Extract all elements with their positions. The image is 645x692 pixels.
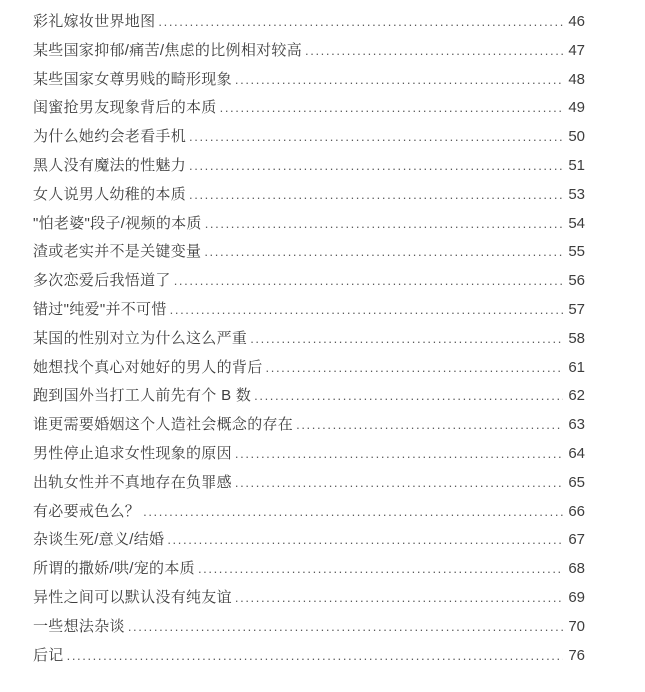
toc-entry-title: 错过"纯爱"并不可惜 bbox=[33, 300, 167, 318]
toc-entry[interactable] bbox=[33, 354, 585, 383]
toc-entry[interactable] bbox=[33, 498, 585, 527]
toc-entry-title: 跑到国外当打工人前先有个 B 数 bbox=[33, 387, 252, 405]
toc-entry[interactable] bbox=[33, 325, 585, 354]
dot-leader bbox=[189, 152, 563, 181]
toc-entry[interactable] bbox=[33, 37, 585, 66]
toc-page-number: 62 bbox=[568, 387, 585, 405]
dot-leader bbox=[67, 642, 563, 671]
toc-entry-title: "怕老婆"段子/视频的本质 bbox=[33, 214, 202, 232]
toc-entry-title: 渣或老实并不是关键变量 bbox=[33, 243, 202, 261]
dot-leader bbox=[143, 498, 563, 527]
toc-page-number: 47 bbox=[568, 41, 585, 59]
toc-entry[interactable] bbox=[33, 469, 585, 498]
dot-leader bbox=[235, 66, 563, 95]
toc-entry[interactable] bbox=[33, 642, 585, 671]
toc-page-number: 58 bbox=[568, 329, 585, 347]
toc-page-number: 65 bbox=[568, 473, 585, 491]
toc-page-number: 57 bbox=[568, 300, 585, 318]
toc-entry-title: 她想找个真心对她好的男人的背后 bbox=[33, 358, 263, 376]
toc-entry[interactable] bbox=[33, 267, 585, 296]
dot-leader bbox=[204, 238, 563, 267]
dot-leader bbox=[235, 440, 563, 469]
toc-page-number: 70 bbox=[568, 617, 585, 635]
toc-entry-title: 黑人没有魔法的性魅力 bbox=[33, 156, 187, 174]
dot-leader bbox=[250, 325, 563, 354]
toc-entry[interactable] bbox=[33, 123, 585, 152]
toc-entry-title: 后记 bbox=[33, 646, 64, 664]
toc-entry-title: 闺蜜抢男友现象背后的本质 bbox=[33, 99, 217, 117]
dot-leader bbox=[167, 526, 563, 555]
toc-page-number: 64 bbox=[568, 444, 585, 462]
toc-entry[interactable] bbox=[33, 411, 585, 440]
toc-entry-title: 某些国家抑郁/痛苦/焦虑的比例相对较高 bbox=[33, 41, 303, 59]
toc-entry[interactable] bbox=[33, 238, 585, 267]
dot-leader bbox=[296, 411, 563, 440]
toc-page-number: 49 bbox=[568, 99, 585, 117]
dot-leader bbox=[198, 555, 563, 584]
toc-page-number: 63 bbox=[568, 416, 585, 434]
toc-page-number: 46 bbox=[568, 13, 585, 30]
toc-entry-title: 为什么她约会老看手机 bbox=[33, 128, 187, 146]
toc-entry-title: 所谓的撒娇/哄/宠的本质 bbox=[33, 560, 195, 578]
toc-page-number: 50 bbox=[568, 128, 585, 146]
toc-entry[interactable] bbox=[33, 8, 585, 37]
toc-page-number: 61 bbox=[568, 358, 585, 376]
toc-page-number: 48 bbox=[568, 70, 585, 88]
toc-entry-title: 彩礼嫁妆世界地图 bbox=[33, 13, 156, 30]
toc-entry[interactable] bbox=[33, 440, 585, 469]
dot-leader bbox=[128, 613, 563, 642]
toc-page-number: 67 bbox=[568, 531, 585, 549]
dot-leader bbox=[189, 123, 563, 152]
toc-entry-title: 某些国家女尊男贱的畸形现象 bbox=[33, 70, 232, 88]
toc-page-number: 69 bbox=[568, 588, 585, 606]
toc-entry-title: 异性之间可以默认没有纯友谊 bbox=[33, 588, 232, 606]
toc-entry-title: 某国的性别对立为什么这么严重 bbox=[33, 329, 248, 347]
toc-entry-title: 有必要戒色么？ bbox=[33, 502, 141, 520]
toc-page-number: 68 bbox=[568, 560, 585, 578]
toc-entry-title: 男性停止追求女性现象的原因 bbox=[33, 444, 232, 462]
toc-page-number: 55 bbox=[568, 243, 585, 261]
toc-page-number: 76 bbox=[568, 646, 585, 664]
toc-entry[interactable] bbox=[33, 181, 585, 210]
dot-leader bbox=[158, 8, 563, 37]
toc-entry-title: 多次恋爱后我悟道了 bbox=[33, 272, 171, 290]
dot-leader bbox=[305, 37, 563, 66]
toc-page-number: 56 bbox=[568, 272, 585, 290]
toc-page-number: 66 bbox=[568, 502, 585, 520]
toc-page-number: 54 bbox=[568, 214, 585, 232]
dot-leader bbox=[170, 296, 563, 325]
dot-leader bbox=[220, 94, 563, 123]
toc-entry[interactable] bbox=[33, 296, 585, 325]
toc-entry[interactable] bbox=[33, 613, 585, 642]
toc-entry[interactable] bbox=[33, 526, 585, 555]
toc-entry[interactable] bbox=[33, 210, 585, 239]
toc-entry[interactable] bbox=[33, 152, 585, 181]
toc-page-number: 51 bbox=[568, 156, 585, 174]
table-of-contents bbox=[33, 8, 585, 670]
toc-entry-title: 谁更需要婚姻这个人造社会概念的存在 bbox=[33, 416, 294, 434]
toc-entry-title: 杂谈生死/意义/结婚 bbox=[33, 531, 165, 549]
toc-entry-title: 出轨女性并不真地存在负罪感 bbox=[33, 473, 232, 491]
dot-leader bbox=[266, 354, 563, 383]
dot-leader bbox=[174, 267, 563, 296]
dot-leader bbox=[235, 469, 563, 498]
dot-leader bbox=[254, 382, 563, 411]
toc-page-number: 53 bbox=[568, 185, 585, 203]
toc-entry[interactable] bbox=[33, 94, 585, 123]
toc-entry[interactable] bbox=[33, 555, 585, 584]
toc-entry[interactable] bbox=[33, 66, 585, 95]
dot-leader bbox=[235, 584, 563, 613]
dot-leader bbox=[189, 181, 563, 210]
toc-entry[interactable] bbox=[33, 382, 585, 411]
dot-leader bbox=[205, 210, 563, 239]
toc-entry[interactable] bbox=[33, 584, 585, 613]
toc-entry-title: 一些想法杂谈 bbox=[33, 617, 125, 635]
toc-entry-title: 女人说男人幼稚的本质 bbox=[33, 185, 187, 203]
